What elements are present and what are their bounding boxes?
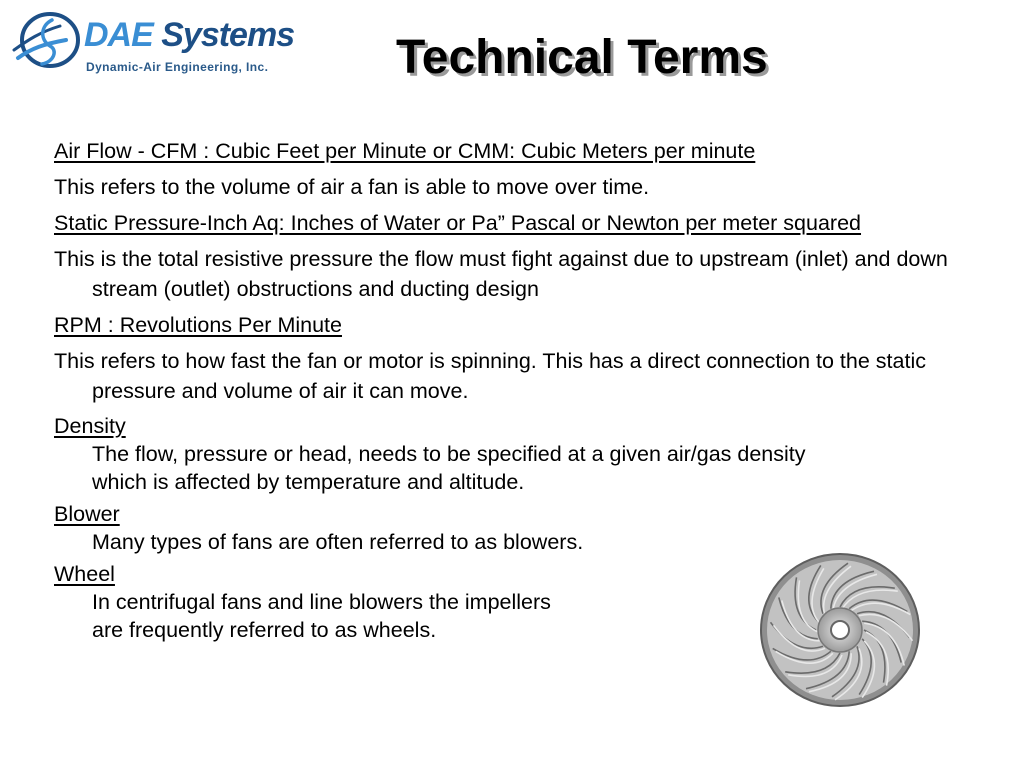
term-density-line-1: The flow, pressure or head, needs to be specified at a given air/gas density (92, 442, 806, 466)
term-static-pressure-description: This is the total resistive pressure the flow must fight against due to upstream (inlet) and down stream (outlet) obstructions and ducting design (54, 247, 948, 301)
term-density (54, 412, 974, 496)
term-wheel-line-1: In centrifugal fans and line blowers the impellers (92, 590, 551, 614)
term-heading-text: Static Pressure-Inch Aq: Inches of Water or Pa” Pascal or Newton per meter squared (54, 211, 862, 235)
term-rpm-description: This refers to how fast the fan or motor is spinning. This has a direct connection to the static pressure and volume of air it can move. (54, 349, 926, 403)
logo-brand-name (84, 16, 294, 55)
term-blower-heading: Blower (54, 502, 120, 526)
term-rpm-heading (54, 310, 974, 340)
term-static-pressure-heading (54, 208, 974, 238)
dae-swirl-logo-icon (10, 10, 82, 72)
term-blower (54, 500, 974, 556)
logo-brand-systems: Systems (152, 16, 295, 54)
impeller-image (758, 550, 922, 715)
term-heading-text: Air Flow - CFM : Cubic Feet per Minute or CMM: Cubic Meters per minute (54, 139, 756, 163)
logo-brand-dae: DAE (84, 16, 153, 54)
impeller-wheel-icon (758, 550, 922, 710)
term-density-line-2: which is affected by temperature and altitude. (92, 470, 525, 494)
term-airflow-heading (54, 136, 974, 166)
company-logo (10, 10, 295, 76)
logo-tagline: Dynamic-Air Engineering, Inc. (86, 60, 269, 74)
term-blower-line-1: Many types of fans are often referred to as blowers. (92, 530, 584, 554)
term-density-heading: Density (54, 414, 126, 438)
term-wheel-line-2: are frequently referred to as wheels. (92, 618, 437, 642)
term-wheel-heading: Wheel (54, 562, 115, 586)
term-heading-text: RPM : Revolutions Per Minute (54, 313, 342, 337)
slide-title: Technical Terms (396, 31, 768, 84)
term-airflow-description: This refers to the volume of air a fan is able to move over time. (54, 175, 650, 199)
